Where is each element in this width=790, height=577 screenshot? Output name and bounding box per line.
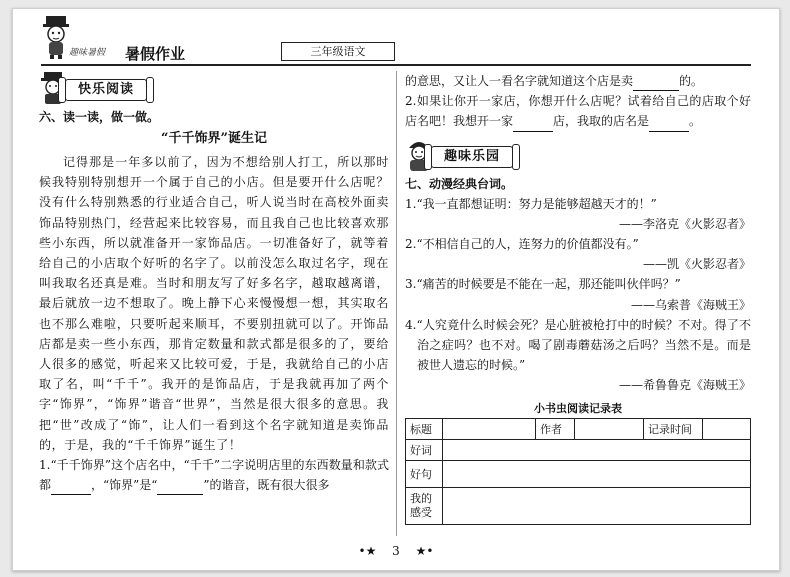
question-1-continued — [405, 71, 751, 91]
header-rule — [41, 64, 751, 66]
boy-mascot-icon — [43, 15, 69, 59]
fun-badge — [405, 138, 751, 174]
q1-blank-2[interactable] — [157, 480, 203, 495]
fun-badge-label: 趣味乐园 — [431, 146, 513, 168]
quote-1: 1.“我一直都想证明：努力是能够超越天才的！” — [405, 196, 657, 211]
question-1 — [39, 455, 389, 495]
q1-blank-3[interactable] — [633, 76, 679, 91]
author-cell[interactable] — [575, 418, 644, 439]
quote-3-source: ——乌索普《海贼王》 — [630, 297, 751, 312]
q1-text-d: 的。 — [679, 74, 704, 88]
quote-4: 4.“人究竟什么时候会死？是心脏被枪打中的时候？不对。得了不治之症吗？也不对。喝了剧毒蘑菇汤之后吗？当然不是。而是被世人遗忘的时候。” — [405, 317, 751, 373]
quote-4-source: ——希鲁鲁克《海贼王》 — [618, 378, 751, 393]
q2-text-a: 2.如果让你开一家店，你想开什么店呢？试着给自己的店取个好店名吧！我想开一家 — [405, 94, 751, 129]
time-cell[interactable] — [703, 418, 751, 439]
page-header — [13, 9, 779, 69]
q2-blank-2[interactable] — [649, 117, 689, 132]
good-words-label: 好词 — [406, 439, 443, 460]
reading-section — [39, 71, 389, 495]
table-row — [406, 418, 751, 439]
time-label: 记录时间 — [644, 418, 703, 439]
quote-2-source: ——凯《火影忍者》 — [642, 257, 751, 272]
q1-text-c: ”的谐音，既有很大很多 — [203, 478, 330, 493]
article-paragraph: 记得那是一年多以前了，因为不想给别人打工，所以那时候我特别特别想开一个属于自己的小店。但是要开什么店呢？没有什么特别熟悉的行业适合自己，听人说当时在高校外面卖饰品特别热门，经营起来比较容易，而且我自己也比较喜欢那些小东西，所以就准备开一家饰品店。一切准备好了，就等着给自己的小店取个好听的名字了。以前没怎么取过名字，现在叫我取名还真是难。当时和朋友写了好多名字，越取越离谱，最后就放一边不想取了。晚上静下心来慢慢想一想，其实取名也不那么难啦，只要听起来顺耳，不要别扭就可以了。开饰品店都是卖一些小东西，那肯定数量和款式都是很多的了，要给人很多的感觉，听起来又比较可爱，于是，我就给自己的小店取了名，叫“千千”。我开的是饰品店，于是我就再加了两个字“饰界”，“饰界”谐音“世界”，当然是很大很多的意思。我把“世”改成了“饰”，让人们一看到这个名字就知道是卖饰品的，于是，我的“千千饰界”诞生了！ — [39, 155, 389, 452]
column-divider — [396, 71, 397, 536]
quote-2: 2.“不相信自己的人，连努力的价值都没有。” — [405, 237, 639, 252]
q1-text-a: 1.“千千饰界”这个店名中，“千千”二字说明店里的东西数量和款式都 — [39, 458, 389, 493]
q1-blank-1[interactable] — [51, 480, 91, 495]
section-seven-heading: 七、动漫经典台词。 — [405, 176, 514, 191]
q1-text-b: ，“饰界”是“ — [91, 478, 158, 493]
page-number: 3 — [392, 544, 400, 558]
workbook-page — [12, 8, 780, 571]
q2-text-b: 店，我取的店名是 — [553, 114, 650, 129]
reading-log-title: 小书虫阅读记录表 — [534, 401, 622, 415]
author-label: 作者 — [536, 418, 575, 439]
feelings-label: 我的感受 — [406, 487, 443, 524]
good-words-cell[interactable] — [443, 439, 751, 460]
article-title: “千千饰界”诞生记 — [161, 131, 267, 146]
question-2 — [405, 91, 751, 131]
quote-3: 3.“痛苦的时候要是不能在一起，那还能叫伙伴吗？” — [405, 277, 681, 292]
section-six-heading: 六、读一读，做一做。 — [39, 110, 160, 124]
table-row — [406, 487, 751, 524]
reading-badge-label: 快乐阅读 — [65, 79, 147, 101]
right-column — [405, 71, 751, 525]
page-footer — [13, 544, 779, 558]
reading-log-table — [405, 418, 751, 525]
brand-script: 趣味暑假 — [69, 48, 106, 58]
footer-ornament-left: •★ — [358, 544, 377, 558]
reading-badge — [39, 71, 389, 107]
brand-title: 暑假作业 — [125, 45, 186, 63]
good-sentences-cell[interactable] — [443, 460, 751, 487]
grade-label: 三年级语文 — [281, 42, 395, 61]
q2-blank-1[interactable] — [513, 117, 553, 132]
title-cell[interactable] — [443, 418, 536, 439]
title-label: 标题 — [406, 418, 443, 439]
good-sentences-label: 好句 — [406, 460, 443, 487]
table-row — [406, 439, 751, 460]
q2-text-c: 。 — [689, 114, 702, 129]
quote-1-source: ——李洛克《火影忍者》 — [618, 216, 751, 231]
q1-continued-text: 的意思，又让人一看名字就知道这个店是卖 — [405, 74, 634, 88]
feelings-cell[interactable] — [443, 487, 751, 524]
table-row — [406, 460, 751, 487]
footer-ornament-right: ★• — [415, 544, 434, 558]
